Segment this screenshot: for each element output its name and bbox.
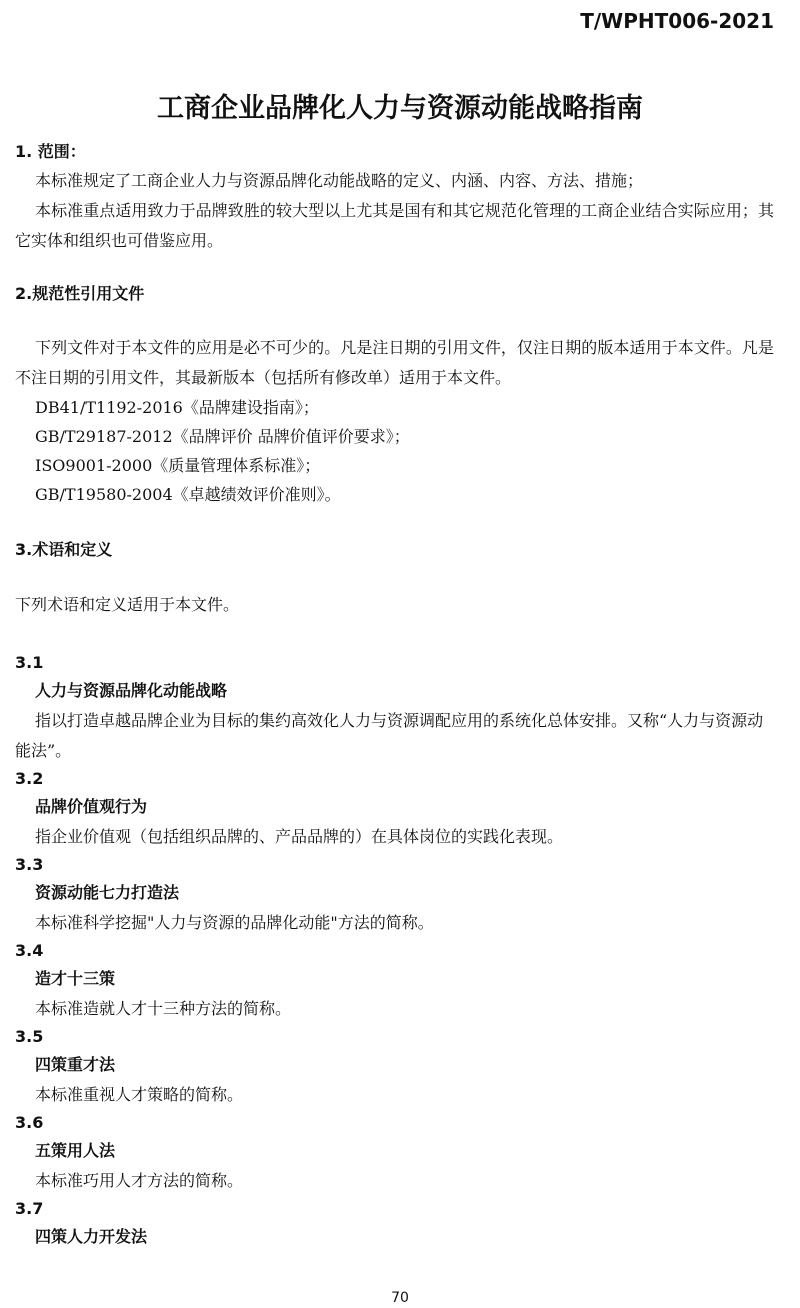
- page-number: 70: [391, 1290, 409, 1306]
- term-number: 3.6: [15, 1113, 44, 1132]
- section-heading: 1. 范围：: [15, 142, 86, 161]
- term-definition: 指以打造卓越品牌企业为目标的集约高效化人力与资源调配应用的系统化总体安排。又称“人力与资源动能法”。: [15, 711, 764, 760]
- term-name: 造才十三策: [35, 969, 116, 988]
- term-name: 五策用人法: [35, 1141, 116, 1160]
- paragraph: 本标准规定了工商企业人力与资源品牌化动能战略的定义、内涵、内容、方法、措施；: [35, 171, 644, 190]
- section-normative-references: [15, 282, 774, 509]
- term-definition: 本标准科学挖掘"人力与资源的品牌化动能"方法的简称。: [35, 913, 434, 932]
- term-name: 四策人力开发法: [35, 1227, 148, 1246]
- reference-item: DB41/T1192-2016《品牌建设指南》；: [35, 398, 319, 417]
- term-number: 3.5: [15, 1027, 44, 1046]
- section-heading: 3.术语和定义: [15, 540, 113, 559]
- term-name: 资源动能七力打造法: [35, 883, 180, 902]
- document-code: T/WPHT006-2021: [580, 9, 774, 33]
- reference-item: ISO9001-2000《质量管理体系标准》；: [35, 456, 321, 475]
- term-definition: 指企业价值观（包括组织品牌的、产品品牌的）在具体岗位的实践化表现。: [35, 827, 564, 846]
- term-name: 人力与资源品牌化动能战略: [35, 681, 228, 700]
- page-title: 工商企业品牌化人力与资源动能战略指南: [157, 93, 643, 124]
- paragraph: 本标准重点适用致力于品牌致胜的较大型以上尤其是国有和其它规范化管理的工商企业结合实际应用；其它实体和组织也可借鉴应用。: [15, 201, 774, 250]
- section-heading: 2.规范性引用文件: [15, 284, 145, 303]
- reference-item: GB/T29187-2012《品牌评价 品牌价值评价要求》；: [35, 427, 410, 446]
- term-number: 3.3: [15, 855, 44, 874]
- term-number: 3.4: [15, 941, 44, 960]
- term-definition: 本标准巧用人才方法的简称。: [35, 1171, 244, 1190]
- paragraph: 下列文件对于本文件的应用是必不可少的。凡是注日期的引用文件，仅注日期的版本适用于本文件。凡是不注日期的引用文件，其最新版本（包括所有修改单）适用于本文件。: [15, 338, 774, 387]
- term-definition: 本标准重视人才策略的简称。: [35, 1085, 244, 1104]
- term-list: [15, 650, 774, 1252]
- term-number: 3.1: [15, 653, 44, 672]
- section-scope: [15, 140, 774, 256]
- term-name: 品牌价值观行为: [35, 797, 148, 816]
- term-number: 3.7: [15, 1199, 44, 1218]
- term-name: 四策重才法: [35, 1055, 116, 1074]
- reference-item: GB/T19580-2004《卓越绩效评价准则》。: [35, 485, 341, 504]
- term-definition: 本标准造就人才十三种方法的简称。: [35, 999, 292, 1018]
- section-terms: [15, 538, 774, 620]
- paragraph: 下列术语和定义适用于本文件。: [15, 595, 240, 614]
- term-number: 3.2: [15, 769, 44, 788]
